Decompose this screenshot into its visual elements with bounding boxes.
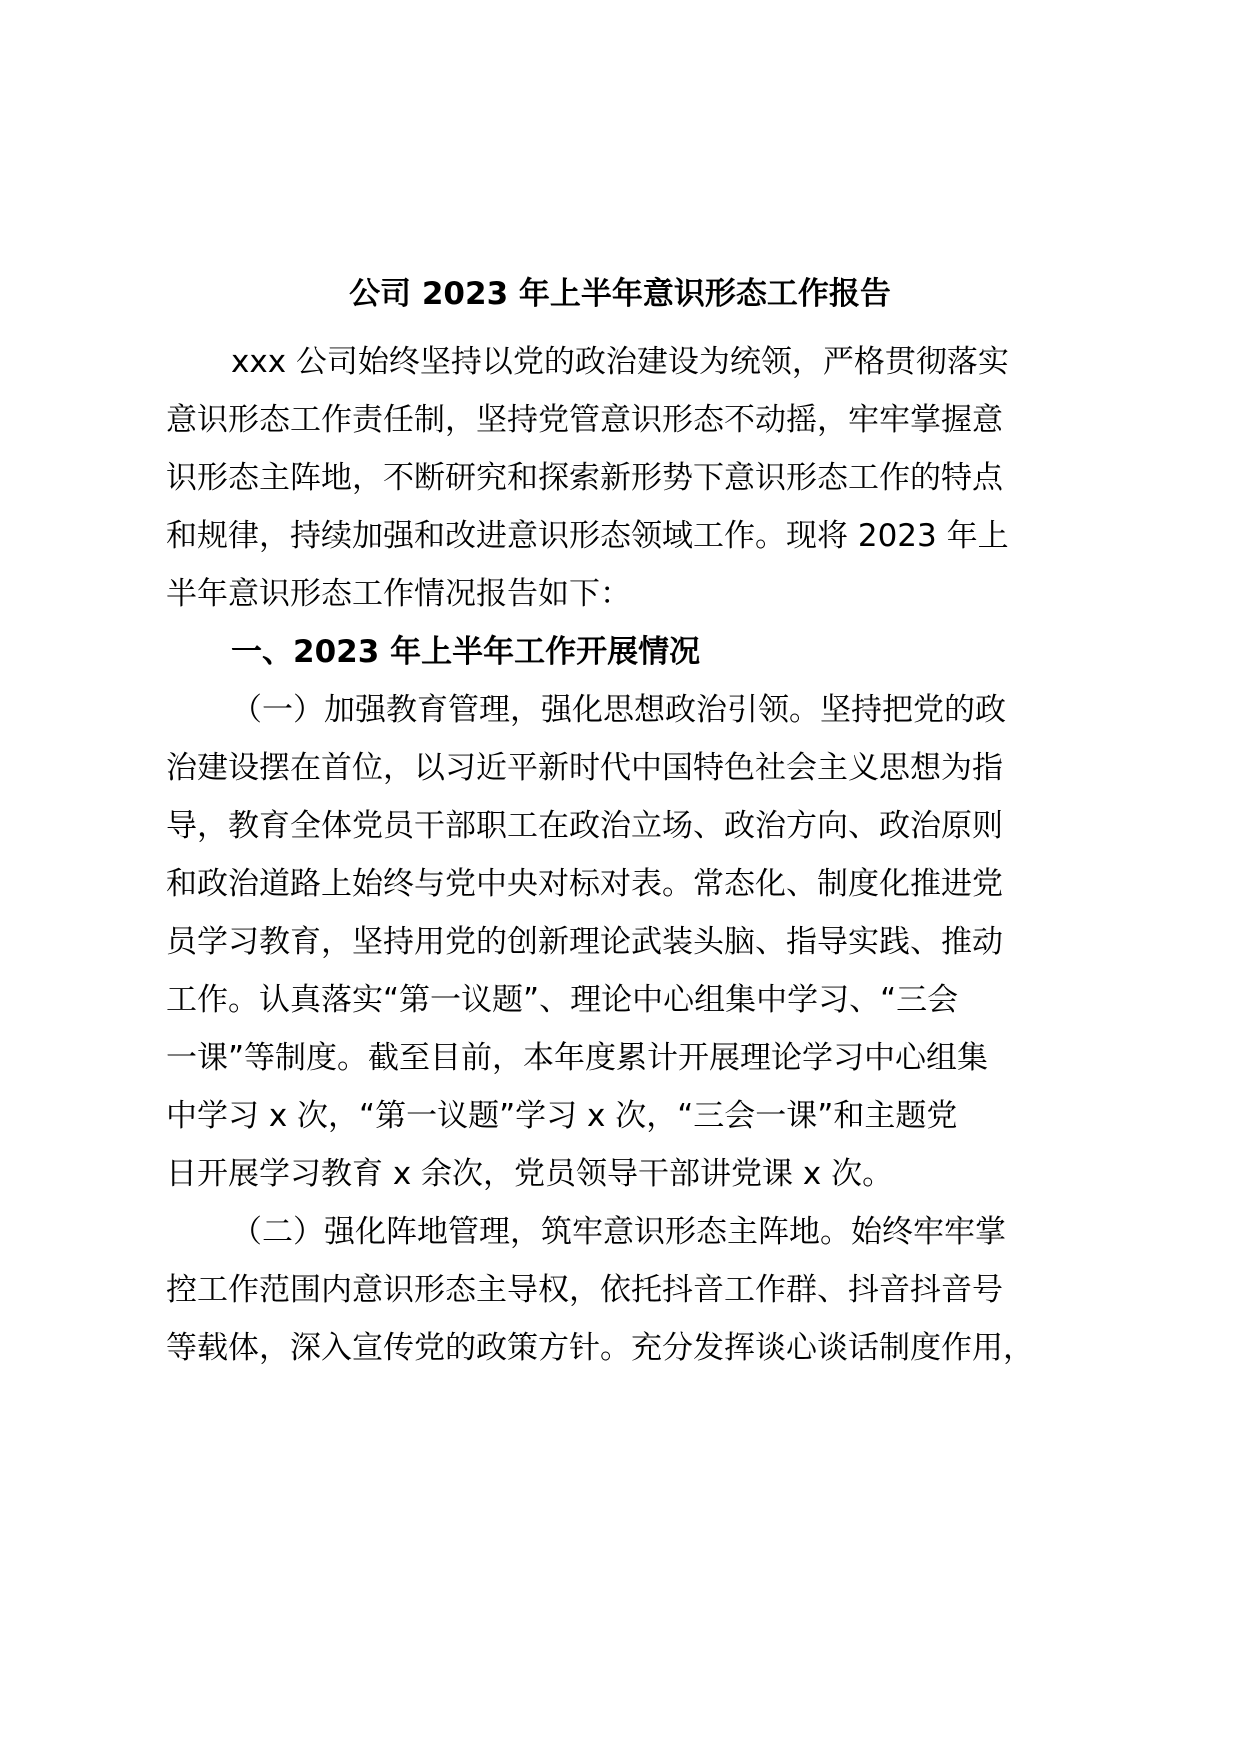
section-heading: 一、2023 年上半年工作开展情况 [231, 634, 701, 670]
paragraph-line: 等载体，深入宣传党的政策方针。充分发挥谈心谈话制度作用， [166, 1330, 1034, 1366]
paragraph-line: 意识形态工作责任制，坚持党管意识形态不动摇，牢牢掌握意 [166, 402, 1003, 438]
paragraph-line: 工作。认真落实“第一议题”、理论中心组集中学习、“三会 [166, 982, 959, 1018]
paragraph-line: 半年意识形态工作情况报告如下： [166, 576, 631, 612]
document-title: 公司 2023 年上半年意识形态工作报告 [349, 276, 891, 312]
paragraph-line: 治建设摆在首位，以习近平新时代中国特色社会主义思想为指 [166, 750, 1003, 786]
paragraph-line: （一）加强教育管理，强化思想政治引领。坚持把党的政 [231, 692, 1006, 728]
paragraph-line: 和政治道路上始终与党中央对标对表。常态化、制度化推进党 [166, 866, 1003, 902]
paragraph-line: 一课”等制度。截至目前，本年度累计开展理论学习中心组集 [166, 1040, 989, 1076]
paragraph-line: 日开展学习教育 x 余次，党员领导干部讲党课 x 次。 [166, 1156, 894, 1192]
paragraph-line: 中学习 x 次，“第一议题”学习 x 次，“三会一课”和主题党 [166, 1098, 958, 1134]
paragraph-line: 和规律，持续加强和改进意识形态领域工作。现将 2023 年上 [166, 518, 1009, 554]
paragraph-line: xxx 公司始终坚持以党的政治建设为统领，严格贯彻落实 [231, 344, 1009, 380]
paragraph-line: 导，教育全体党员干部职工在政治立场、政治方向、政治原则 [166, 808, 1003, 844]
paragraph-line: （二）强化阵地管理，筑牢意识形态主阵地。始终牢牢掌 [231, 1214, 1006, 1250]
paragraph-line: 识形态主阵地，不断研究和探索新形势下意识形态工作的特点 [166, 460, 1003, 496]
paragraph-line: 员学习教育，坚持用党的创新理论武装头脑、指导实践、推动 [166, 924, 1003, 960]
paragraph-line: 控工作范围内意识形态主导权，依托抖音工作群、抖音抖音号 [166, 1272, 1003, 1308]
